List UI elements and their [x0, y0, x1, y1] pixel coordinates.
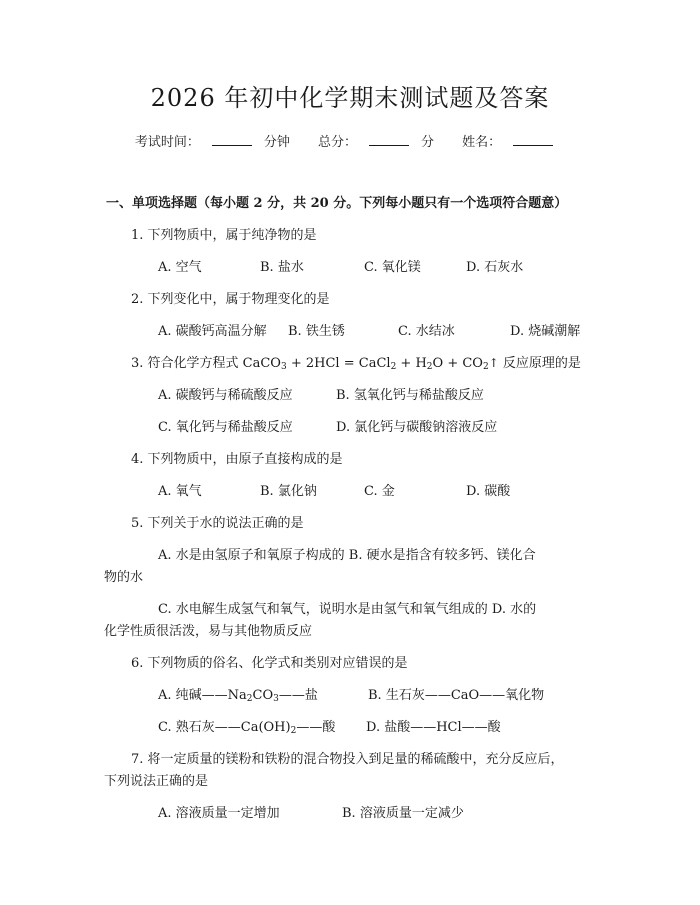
- question-6-option-d: D. 盐酸——HCl——酸: [366, 720, 501, 735]
- question-3-stem: 3. 符合化学方程式 CaCO$_3$ + 2HCl = CaCl$_2$ + $H_2O$ + $CO_2↑$ 反应原理的是: [131, 356, 581, 372]
- question-4-option-b: B. 氯化钠: [260, 484, 317, 499]
- question-3-option-d: D. 氯化钙与碳酸钠溶液反应: [336, 420, 498, 435]
- question-5-options-cd-wrap: 化学性质很活泼，易与其他物质反应: [104, 624, 313, 639]
- question-1-option-a: A. 空气: [158, 260, 202, 275]
- question-1-stem: 1. 下列物质中，属于纯净物的是: [131, 228, 317, 243]
- question-2-option-a: A. 碳酸钙高温分解: [158, 324, 267, 339]
- name-field: 姓名：: [462, 135, 565, 150]
- total-score-field: 总分： 分: [317, 135, 435, 150]
- question-5-options-cd: C. 水电解生成氢气和氧气，说明水是由氢气和氧气组成的 D. 水的: [158, 602, 537, 617]
- question-7-stem-line-1: 7. 将一定质量的镁粉和铁粉的混合物投入到足量的稀硫酸中，充分反应后，: [131, 752, 564, 767]
- question-5-options-ab-wrap: 物的水: [104, 570, 144, 585]
- question-7-option-a: A. 溶液质量一定增加: [158, 806, 280, 821]
- question-5-stem: 5. 下列关于水的说法正确的是: [131, 516, 304, 531]
- question-7-stem-line-2: 下列说法正确的是: [104, 774, 209, 789]
- question-5-options-ab: A. 水是由氢原子和氧原子构成的 B. 硬水是指含有较多钙、镁化合: [158, 548, 536, 563]
- question-1-option-d: D. 石灰水: [466, 260, 524, 275]
- exam-title: 2026 年初中化学期末测试题及答案: [150, 84, 550, 112]
- question-7-option-b: B. 溶液质量一定减少: [342, 806, 464, 821]
- time-blank: [212, 133, 252, 146]
- question-6-stem: 6. 下列物质的俗名、化学式和类别对应错误的是: [131, 656, 408, 671]
- question-4-option-a: A. 氧气: [158, 484, 202, 499]
- question-2-stem: 2. 下列变化中，属于物理变化的是: [131, 292, 330, 307]
- question-3-option-c: C. 氧化钙与稀盐酸反应: [158, 420, 293, 435]
- question-2-option-d: D. 烧碱潮解: [510, 324, 581, 339]
- question-4-option-c: C. 金: [364, 484, 395, 499]
- exam-info-line: [0, 131, 700, 150]
- gas-arrow-icon: ↑: [488, 356, 499, 370]
- section-heading: 一、单项选择题（每小题 2 分，共 20 分。下列每小题只有一个选项符合题意）: [106, 196, 568, 211]
- question-4-option-d: D. 碳酸: [466, 484, 511, 499]
- score-blank: [369, 133, 409, 146]
- question-2-option-b: B. 铁生锈: [288, 324, 345, 339]
- question-6-option-c: C. 熟石灰$——Ca(OH)_2——$酸: [158, 720, 336, 736]
- question-1-option-c: C. 氧化镁: [364, 260, 421, 275]
- question-6-option-a: A. 纯碱$——Na_2CO_3——$盐: [158, 688, 318, 704]
- question-3-option-a: A. 碳酸钙与稀硫酸反应: [158, 388, 293, 403]
- exam-time-field: 考试时间： 分钟: [134, 135, 290, 150]
- question-6-option-b: B. 生石灰——CaO——氧化物: [368, 688, 545, 703]
- question-3-option-b: B. 氢氧化钙与稀盐酸反应: [336, 388, 484, 403]
- question-1-option-b: B. 盐水: [260, 260, 304, 275]
- name-blank: [513, 133, 553, 146]
- question-4-stem: 4. 下列物质中，由原子直接构成的是: [131, 452, 343, 467]
- question-2-option-c: C. 水结冰: [398, 324, 455, 339]
